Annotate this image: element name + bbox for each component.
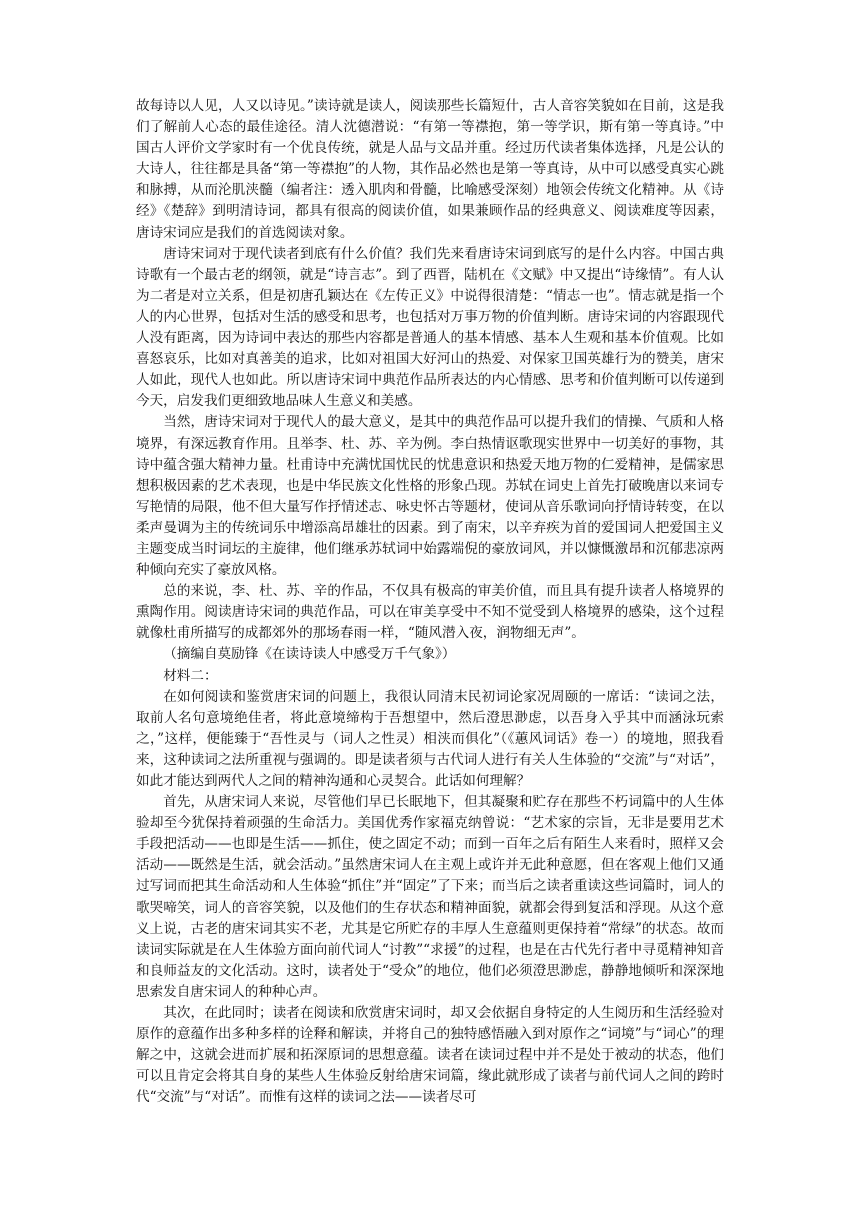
document-page [136, 96, 724, 1109]
paragraph: 唐诗宋词对于现代读者到底有什么价值？我们先来看唐诗宋词到底写的是什么内容。中国古典诗歌有一个最古老的纲领，就是“诗言志”。到了西晋，陆机在《文赋》中又提出“诗缘情”。有人认为二者是对立关系，但是初唐孔颖达在《左传正义》中说得很清楚：“情志一也”。情志就是指一个人的内心世界，包括对生活的感受和思考，也包括对万事万物的价值判断。唐诗宋词的内容跟现代人没有距离，因为诗词中表达的那些内容都是普通人的基本情感、基本人生观和基本价值观。比如喜怒哀乐，比如对真善美的追求，比如对祖国大好河山的热爱、对保家卫国英雄行为的赞美，唐宋人如此，现代人也如此。所以唐诗宋词中典范作品所表达的内心情感、思考和价值判断可以传递到今天，启发我们更细致地品味人生意义和美感。 [136, 245, 724, 410]
section-label: 材料二： [163, 667, 218, 684]
paragraph: 首先，从唐宋词人来说，尽管他们早已长眠地下，但其凝聚和贮存在那些不朽词篇中的人生体验却至今犹保持着顽强的生命活力。美国优秀作家福克纳曾说：“艺术家的宗旨，无非是要用艺术手段把活动——也即是生活——抓住，使之固定不动；而到一百年之后有陌生人来看时，照样又会活动——既然是生活，就会活动。”虽然唐宋词人在主观上或许并无此种意愿，但在客观上他们又通过写词而把其生命活动和人生体验“抓住”并“固定”了下来；而当后之读者重读这些词篇时，词人的歌哭啼笑，词人的音容笑貌，以及他们的生存状态和精神面貌，就都会得到复活和浮现。从这个意义上说，古老的唐宋词其实不老，尤其是它所贮存的丰厚人生意蕴则更保持着“常绿”的状态。故而读词实际就是在人生体验方面向前代词人“讨教”“求援”的过程，也是在古代先行者中寻觅精神知音和良师益友的文化活动。这时，读者处于“受众”的地位，他们必须澄思渺虑，静静地倾听和深深地思索发自唐宋词人的种种心声。 [136, 794, 724, 1000]
paragraph: 当然，唐诗宋词对于现代人的最大意义，是其中的典范作品可以提升我们的情操、气质和人格境界，有深远教育作用。且举李、杜、苏、辛为例。李白热情讴歌现实世界中一切美好的事物，其诗中蕴含强大精神力量。杜甫诗中充满忧国忧民的忧患意识和热爱天地万物的仁爱精神，是儒家思想积极因素的艺术表现，也是中华民族文化性格的形象凸现。苏轼在词史上首先打破晚唐以来词专写艳情的局限，他不但大量写作抒情述志、咏史怀古等题材，使词从音乐歌词向抒情诗转变，在以柔声曼调为主的传统词乐中增添高昂雄壮的因素。到了南宋，以辛弃疾为首的爱国词人把爱国主义主题变成当时词坛的主旋律，他们继承苏轼词中始露端倪的豪放词风，并以慷慨激昂和沉郁悲凉两种倾向充实了豪放风格。 [136, 414, 724, 579]
paragraph: 总的来说，李、杜、苏、辛的作品，不仅具有极高的审美价值，而且具有提升读者人格境界的熏陶作用。阅读唐诗宋词的典范作品，可以在审美享受中不知不觉受到人格境界的感染，这个过程就像杜甫所描写的成都郊外的那场春雨一样，“随风潜入夜，润物细无声”。 [136, 583, 724, 642]
paragraph: 在如何阅读和鉴赏唐宋词的问题上，我很认同清末民初词论家况周颐的一席话：“读词之法，取前人名句意境绝佳者，将此意境缔构于吾想望中，然后澄思渺虑，以吾身入乎其中而涵泳玩索之，”这样，便能臻于“吾性灵与（词人之性灵）相浃而俱化”（《蕙风词话》卷一）的境地，照我看来，这种读词之法所重视与强调的。即是读者须与古代词人进行有关人生体验的“交流”与“对话”，如此才能达到两代人之间的精神沟通和心灵契合。此话如何理解？ [136, 688, 724, 789]
source-citation: （摘编自莫励锋《在读诗读人中感受万千气象》） [163, 646, 456, 663]
paragraph: 故每诗以人见，人又以诗见。”读诗就是读人，阅读那些长篇短什，古人音容笑貌如在目前，这是我们了解前人心态的最佳途径。清人沈德潜说：“有第一等襟抱，第一等学识，斯有第一等真诗。”中国古人评价文学家时有一个优良传统，就是人品与文品并重。经过历代读者集体选择，凡是公认的大诗人，往往都是具备“第一等襟抱”的人物，其作品必然也是第一等真诗，从中可以感受真实心跳和脉搏，从而沦肌浃髓（编者注：透入肌肉和骨髓，比喻感受深刻）地领会传统文化精神。从《诗经》《楚辞》到明清诗词，都具有很高的阅读价值，如果兼顾作品的经典意义、阅读难度等因素，唐诗宋词应是我们的首选阅读对象。 [136, 98, 724, 241]
paragraph: 其次，在此同时；读者在阅读和欣赏唐宋词时，却又会依据自身特定的人生阅历和生活经验对原作的意蕴作出多种多样的诠释和解读，并将自己的独特感悟融入到对原作之“词境”与“词心”的理解之中，这就会进而扩展和拓深原词的思想意蕴。读者在读词过程中并不是处于被动的状态，他们可以且肯定会将其自身的某些人生体验反射给唐宋词篇，缘此就形成了读者与前代词人之间的跨时代“交流”与“对话”。而惟有这样的读词之法——读者尽可 [136, 1005, 724, 1106]
